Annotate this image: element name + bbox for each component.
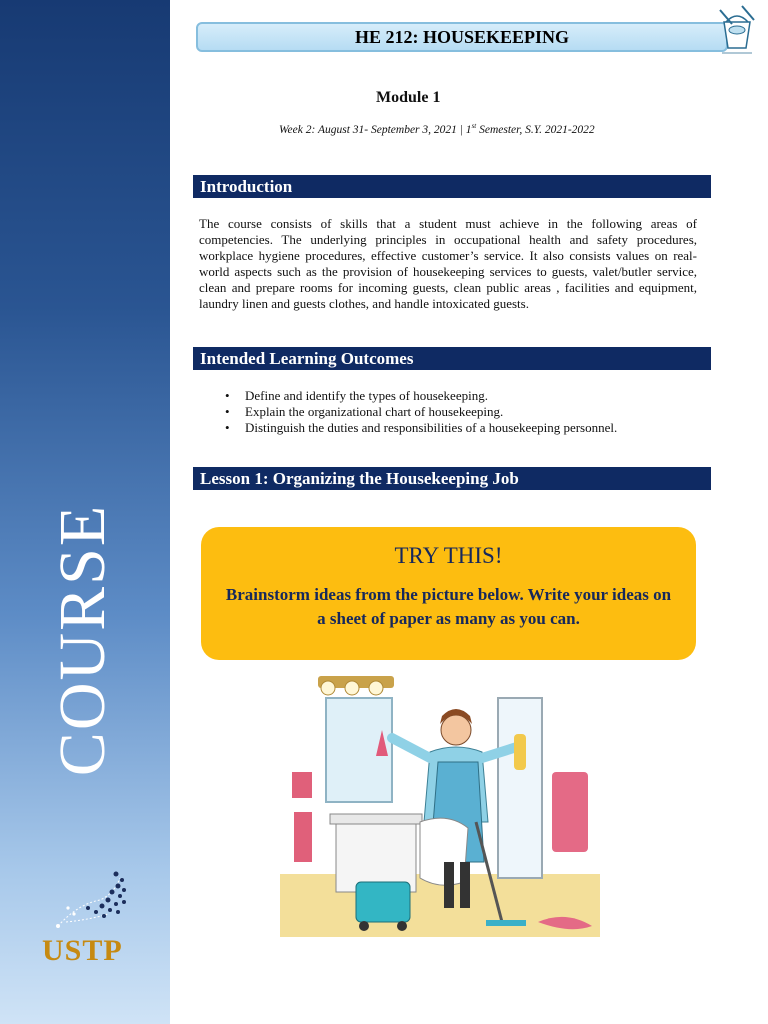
week-text: Week 2: August 31- September 3, 2021 | 1	[279, 123, 472, 136]
course-title-banner	[196, 22, 728, 52]
week-sup: st	[471, 122, 477, 130]
week-line	[279, 122, 595, 136]
outcomes-list	[199, 388, 679, 436]
housekeeper-cleaning-illustration	[270, 672, 610, 942]
week-tail: Semester, S.Y. 2021-2022	[476, 123, 595, 136]
lesson-heading: Lesson 1: Organizing the Housekeeping Job	[193, 467, 711, 490]
introduction-heading: Introduction	[193, 175, 711, 198]
list-item: • Explain the organizational chart of housekeeping.	[199, 404, 679, 420]
try-this-text: Brainstorm ideas from the picture below. Write your ideas on a sheet of paper as many as you can.	[225, 585, 672, 628]
logo-name: USTP	[42, 934, 123, 967]
outcomes-heading: Intended Learning Outcomes	[193, 347, 711, 370]
try-this-box	[201, 527, 696, 660]
module-title: Module 1	[376, 89, 441, 106]
sidebar-word-text: COURSE	[46, 503, 120, 777]
cleaning-bucket-icon	[712, 2, 762, 56]
list-item: • Distinguish the duties and responsibilities of a housekeeping personnel.	[199, 420, 679, 436]
sidebar-word	[28, 500, 138, 780]
try-this-title: TRY THIS!	[394, 543, 503, 568]
course-title: HE 212: HOUSEKEEPING	[354, 26, 570, 47]
introduction-text: The course consists of skills that a student must achieve in the following areas of competencies. The underlying principles in occupational health and safety procedures, workplace hygiene procedures, effective customer’s service. It also consists values on real-world aspects such as the provision of housekeeping services to guests, valet/butler service, clean and prepare rooms for incoming guests, clean public areas , facilities and equipment, laundry linen and guests clothes, and handle intoxicated guests.	[199, 216, 697, 311]
list-item: • Define and identify the types of housekeeping.	[199, 388, 679, 404]
sidebar	[0, 0, 170, 1024]
